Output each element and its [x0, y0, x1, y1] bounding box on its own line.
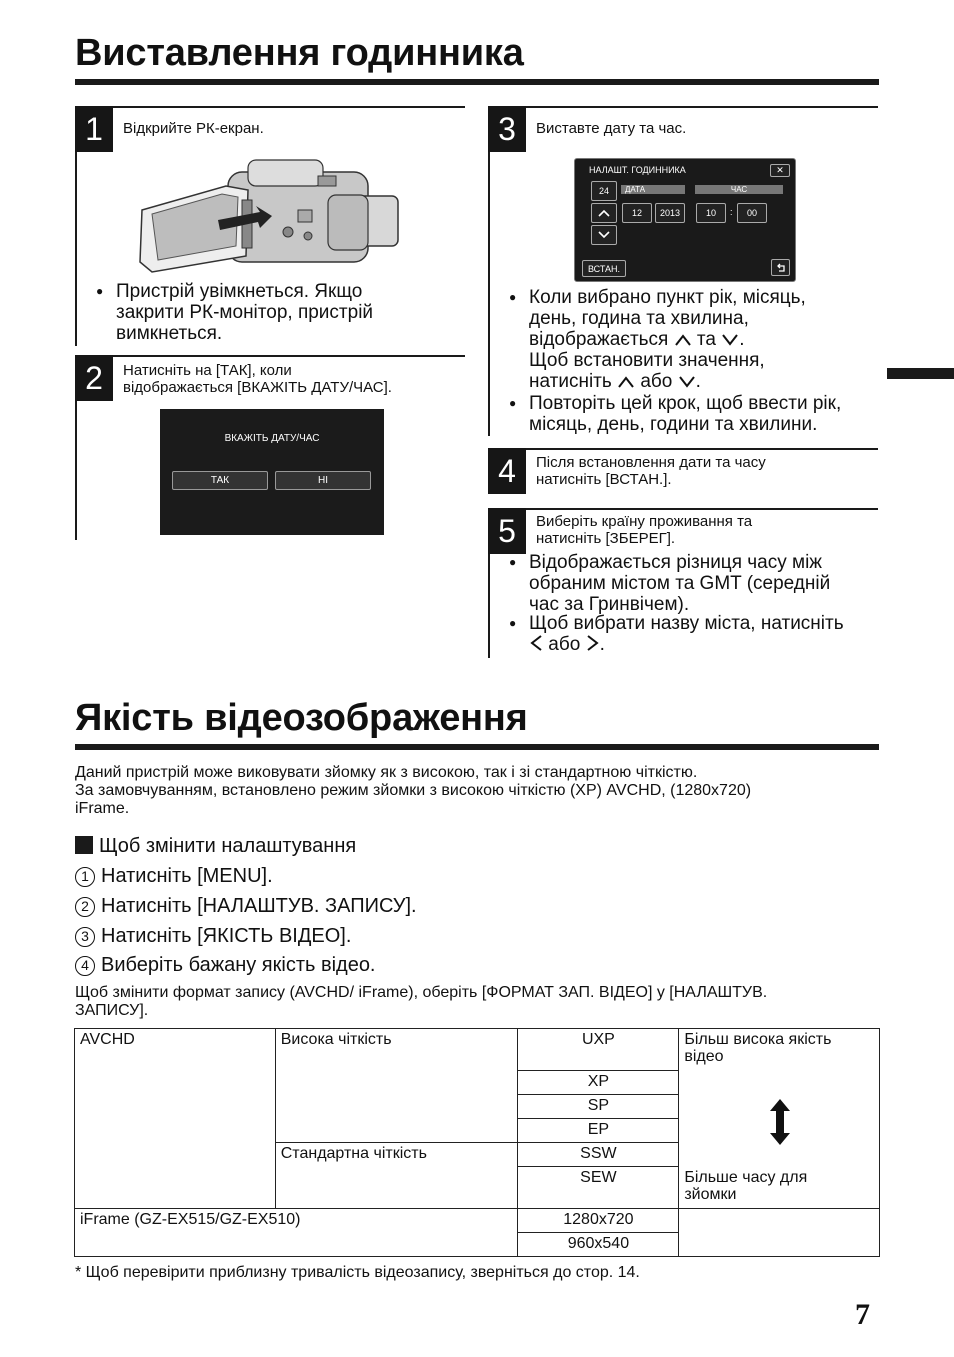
subheading: Щоб змінити налаштування	[75, 835, 356, 857]
month-field[interactable]: 12	[622, 203, 652, 223]
step-text: Відкрийте РК-екран.	[123, 120, 264, 137]
footnote: * Щоб перевірити приблизну тривалість відеозапису, зверніться до стор. 14.	[75, 1264, 640, 1281]
step-text: Натисніть на [ТАК], коли відображається [ВКАЖІТЬ ДАТУ/ЧАС].	[123, 362, 392, 396]
step-number: 5	[488, 508, 526, 554]
step-number: 4	[488, 448, 526, 494]
video-quality-table	[74, 1028, 880, 1257]
side-tab-marker	[887, 368, 954, 379]
instruction-item: 2 Натисніть [НАЛАШТУВ. ЗАПИСУ].	[75, 895, 417, 917]
date-time-dialog	[160, 409, 384, 535]
date-label: ДАТА	[621, 185, 685, 194]
avchd-cell: AVCHD	[75, 1029, 276, 1209]
chevron-up-icon	[597, 208, 611, 218]
step-number: 1	[75, 106, 113, 152]
chevron-down-icon	[597, 230, 611, 240]
mode-cell: EP	[518, 1119, 679, 1143]
step-top-rule	[488, 448, 878, 450]
intro-paragraph: Даний пристрій може виковувати зйомку як з високою, так і зі стандартною чіткістю. За замовчуванням, встановлено режим зйомки з високою чіткістю (XP) AVCHD, (1280x720) iFrame.	[75, 764, 752, 817]
step-top-rule	[488, 508, 878, 510]
set-button[interactable]: ВСТАН.	[582, 260, 626, 277]
close-button[interactable]: ✕	[770, 164, 790, 177]
no-button[interactable]: НІ	[275, 471, 371, 490]
time-label: ЧАС	[695, 185, 783, 194]
step-text: Виберіть країну проживання та натисніть [ЗБЕРЕГ].	[536, 513, 753, 547]
step-text: Після встановлення дати та часу натисніть [ВСТАН.].	[536, 454, 766, 488]
step3-bullet-1: ● Коли вибрано пункт рік, місяць, день, година та хвилина, відображається та . Щоб встановити значення, натисніть або .	[509, 287, 879, 392]
quality-direction-cell	[679, 1029, 880, 1209]
step5-bullet-2: ● Щоб вибрати назву міста, натисніть або .	[509, 613, 884, 655]
circled-number: 4	[75, 956, 95, 976]
step-top-rule	[75, 355, 465, 357]
page-number: 7	[855, 1298, 870, 1331]
title-rule	[75, 744, 879, 750]
instruction-item: 1 Натисніть [MENU].	[75, 865, 273, 887]
back-button[interactable]	[771, 259, 790, 276]
time-colon: :	[730, 207, 733, 217]
mode-cell: UXP	[518, 1029, 679, 1071]
screen-title: НАЛАШТ. ГОДИННИКА	[589, 165, 686, 175]
format-note: Щоб змінити формат запису (AVCHD/ iFrame), оберіть [ФОРМАТ ЗАП. ВІДЕО] у [НАЛАШТУВ. ЗАПИСУ].	[75, 984, 768, 1019]
circled-number: 2	[75, 897, 95, 917]
back-arrow-icon	[775, 263, 787, 273]
square-bullet-icon	[75, 836, 93, 854]
better-quality-label: Більш висока якість відео	[684, 1031, 832, 1065]
chevron-left-icon	[529, 634, 543, 652]
chevron-up-icon	[617, 375, 635, 389]
step1-bullet: ● Пристрій увімкнеться. Якщо закрити РК-монітор, пристрій вимкнеться.	[96, 281, 456, 344]
step-top-rule	[488, 106, 878, 108]
minute-field[interactable]: 00	[737, 203, 767, 223]
standard-definition-cell: Стандартна чіткість	[275, 1143, 518, 1209]
mode-cell: SSW	[518, 1143, 679, 1167]
mode-cell: SP	[518, 1095, 679, 1119]
step-text: Виставте дату та час.	[536, 120, 687, 137]
day-field[interactable]: 24	[591, 181, 617, 201]
step-number: 2	[75, 355, 113, 401]
mode-cell: 1280x720	[518, 1209, 679, 1233]
instruction-item: 4 Виберіть бажану якість відео.	[75, 954, 376, 976]
mode-cell: XP	[518, 1071, 679, 1095]
dialog-title: ВКАЖІТЬ ДАТУ/ЧАС	[224, 433, 320, 444]
step5-bullet-1: ● Відображається різниця часу між обраним містом та GMT (середній час за Гринвічем).	[509, 552, 879, 615]
instruction-item: 3 Натисніть [ЯКІСТЬ ВІДЕО].	[75, 925, 351, 947]
longer-recording-label: Більше часу для зйомки	[684, 1169, 808, 1203]
chevron-down-icon	[721, 333, 739, 347]
step-left-rule	[488, 106, 490, 436]
title-rule	[75, 79, 879, 85]
up-arrow-button[interactable]	[591, 203, 617, 223]
mode-cell: SEW	[518, 1167, 679, 1209]
chevron-down-icon	[678, 375, 696, 389]
mode-cell: 960x540	[518, 1233, 679, 1257]
clock-setting-screen	[574, 158, 796, 282]
yes-button[interactable]: ТАК	[172, 471, 268, 490]
empty-cell	[679, 1209, 880, 1257]
section-title-video-quality: Якість відеозображення	[75, 697, 528, 739]
high-definition-cell: Висока чіткість	[275, 1029, 518, 1143]
step-number: 3	[488, 106, 526, 152]
camcorder-illustration	[138, 150, 404, 276]
iframe-cell: iFrame (GZ-EX515/GZ-EX510)	[75, 1209, 518, 1257]
chevron-right-icon	[586, 634, 600, 652]
chevron-up-icon	[674, 333, 692, 347]
year-field[interactable]: 2013	[655, 203, 685, 223]
double-arrow-icon	[768, 1099, 792, 1145]
step3-bullet-2: ● Повторіть цей крок, щоб ввести рік, місяць, день, години та хвилини.	[509, 393, 884, 435]
section-title-clock: Виставлення годинника	[75, 32, 524, 74]
step-top-rule	[75, 106, 465, 108]
hour-field[interactable]: 10	[696, 203, 726, 223]
circled-number: 1	[75, 867, 95, 887]
circled-number: 3	[75, 927, 95, 947]
step-4	[488, 448, 878, 494]
down-arrow-button[interactable]	[591, 225, 617, 245]
